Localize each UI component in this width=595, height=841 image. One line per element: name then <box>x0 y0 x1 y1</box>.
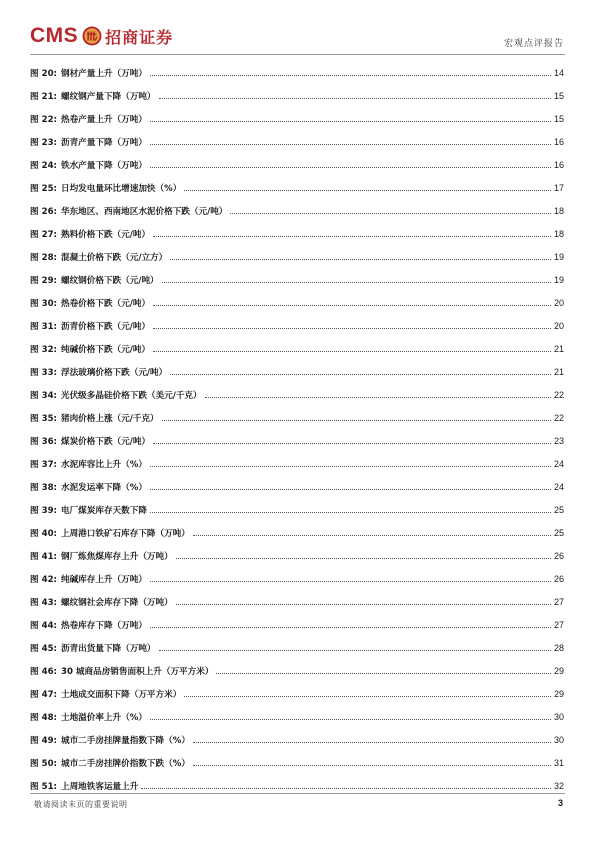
dot-leader <box>153 327 551 329</box>
figure-page-number: 16 <box>553 136 564 147</box>
dot-leader <box>150 718 551 720</box>
figure-title: 水泥发运率下降（%） <box>60 482 147 493</box>
figure-number: 图 43: <box>30 597 57 608</box>
figure-page-number: 16 <box>553 159 564 170</box>
figure-number: 图 51: <box>30 781 57 792</box>
figure-list-item[interactable] <box>30 452 564 475</box>
figure-number: 图 24: <box>30 160 57 171</box>
figure-page-number: 25 <box>553 504 564 515</box>
figure-list-item[interactable] <box>30 176 564 199</box>
figure-page-number: 31 <box>553 757 564 768</box>
figure-page-number: 18 <box>553 205 564 216</box>
figure-page-number: 21 <box>553 343 564 354</box>
figure-list-item[interactable] <box>30 199 564 222</box>
dot-leader <box>176 603 551 605</box>
figure-title: 沥青出货量下降（万吨） <box>60 643 156 654</box>
dot-leader <box>230 212 551 214</box>
figure-page-number: 24 <box>553 458 564 469</box>
figure-list-item[interactable] <box>30 107 564 130</box>
figure-page-number: 22 <box>553 412 564 423</box>
figure-page-number: 27 <box>553 596 564 607</box>
figure-title: 热卷库存下降（万吨） <box>60 620 147 631</box>
figure-list-item[interactable] <box>30 84 564 107</box>
figure-list-item[interactable] <box>30 659 564 682</box>
dot-leader <box>153 442 551 444</box>
figure-page-number: 17 <box>553 182 564 193</box>
figure-title: 钢厂炼焦煤库存上升（万吨） <box>60 551 173 562</box>
dot-leader <box>170 258 551 260</box>
dot-leader <box>150 465 551 467</box>
dot-leader <box>184 189 551 191</box>
dot-leader <box>193 764 551 766</box>
figure-title: 螺纹钢社会库存下降（万吨） <box>60 597 173 608</box>
header-divider <box>30 54 565 55</box>
dot-leader <box>159 649 551 651</box>
logo-emblem-icon <box>82 26 102 46</box>
figure-list-item[interactable] <box>30 636 564 659</box>
figure-title: 热卷价格下跌（元/吨） <box>60 298 151 309</box>
figure-number: 图 37: <box>30 459 57 470</box>
figure-title: 混凝土价格下跌（元/立方） <box>60 252 168 263</box>
figure-page-number: 29 <box>553 665 564 676</box>
figure-list-item[interactable] <box>30 429 564 452</box>
figure-list-item[interactable] <box>30 337 564 360</box>
figure-title: 铁水产量下降（万吨） <box>60 160 147 171</box>
figure-list-item[interactable] <box>30 705 564 728</box>
figure-number: 图 26: <box>30 206 57 217</box>
figure-page-number: 30 <box>553 711 564 722</box>
dot-leader <box>150 120 551 122</box>
figure-title: 猪肉价格上涨（元/千克） <box>60 413 159 424</box>
figure-number: 图 21: <box>30 91 57 102</box>
figure-page-number: 21 <box>553 366 564 377</box>
figure-list-item[interactable] <box>30 682 564 705</box>
page-header <box>0 0 595 56</box>
figure-number: 图 41: <box>30 551 57 562</box>
figure-title: 土地溢价率上升（%） <box>60 712 147 723</box>
dot-leader <box>162 419 551 421</box>
figure-number: 图 30: <box>30 298 57 309</box>
figure-list-item[interactable] <box>30 360 564 383</box>
figure-title: 螺纹钢价格下跌（元/吨） <box>60 275 159 286</box>
figure-list-item[interactable] <box>30 314 564 337</box>
figure-page-number: 15 <box>553 90 564 101</box>
dot-leader <box>150 626 551 628</box>
logo-chinese-name: 招商证券 <box>105 27 174 47</box>
figure-list-item[interactable] <box>30 774 564 797</box>
figure-page-number: 28 <box>553 642 564 653</box>
dot-leader <box>150 580 551 582</box>
figure-page-number: 27 <box>553 619 564 630</box>
dot-leader <box>141 787 551 789</box>
figure-list-item[interactable] <box>30 751 564 774</box>
figure-title: 煤炭价格下跌（元/吨） <box>60 436 151 447</box>
figure-number: 图 20: <box>30 68 57 79</box>
figure-title: 土地成交面积下降（万平方米） <box>60 689 182 700</box>
company-logo <box>30 22 173 50</box>
logo-cms-text: CMS <box>30 24 79 47</box>
figure-title: 城市二手房挂牌价指数下跌（%） <box>60 758 190 769</box>
figure-title: 水泥库容比上升（%） <box>60 459 147 470</box>
figure-list-item[interactable] <box>30 130 564 153</box>
figure-number: 图 27: <box>30 229 57 240</box>
dot-leader <box>184 695 551 697</box>
dot-leader <box>150 166 551 168</box>
figure-number: 图 35: <box>30 413 57 424</box>
figure-number: 图 23: <box>30 137 57 148</box>
figure-list-item[interactable] <box>30 613 564 636</box>
figure-title: 上周港口铁矿石库存下降（万吨） <box>60 528 190 539</box>
dot-leader <box>159 97 551 99</box>
figure-page-number: 25 <box>553 527 564 538</box>
dot-leader <box>193 534 551 536</box>
page-number: 3 <box>557 798 563 808</box>
dot-leader <box>216 672 551 674</box>
figure-number: 图 46: <box>30 666 57 677</box>
figure-title: 纯碱价格下跌（元/吨） <box>60 344 151 355</box>
figure-number: 图 45: <box>30 643 57 654</box>
dot-leader <box>205 396 551 398</box>
figure-page-number: 32 <box>553 780 564 791</box>
dot-leader <box>153 235 551 237</box>
figure-page-number: 24 <box>553 481 564 492</box>
figure-number: 图 25: <box>30 183 57 194</box>
dot-leader <box>176 557 551 559</box>
figure-page-number: 30 <box>553 734 564 745</box>
figure-number: 图 42: <box>30 574 57 585</box>
figure-title: 日均发电量环比增速加快（%） <box>60 183 182 194</box>
figure-number: 图 34: <box>30 390 57 401</box>
figure-number: 图 29: <box>30 275 57 286</box>
footer-divider <box>30 793 565 794</box>
figure-number: 图 47: <box>30 689 57 700</box>
figure-number: 图 28: <box>30 252 57 263</box>
dot-leader <box>153 304 551 306</box>
figure-title: 热卷产量上升（万吨） <box>60 114 147 125</box>
figure-number: 图 38: <box>30 482 57 493</box>
figure-title: 浮法玻璃价格下跌（元/吨） <box>60 367 168 378</box>
figure-list-item[interactable] <box>30 475 564 498</box>
figure-list-item[interactable] <box>30 61 564 84</box>
figure-title: 上周地铁客运量上升 <box>60 781 139 792</box>
figure-list-item[interactable] <box>30 521 564 544</box>
figure-page-number: 19 <box>553 251 564 262</box>
figure-number: 图 36: <box>30 436 57 447</box>
figure-page-number: 26 <box>553 573 564 584</box>
figure-list-item[interactable] <box>30 245 564 268</box>
figure-title: 熟料价格下跌（元/吨） <box>60 229 151 240</box>
figure-list-item[interactable] <box>30 383 564 406</box>
figure-title: 沥青产量下降（万吨） <box>60 137 147 148</box>
dot-leader <box>150 511 551 513</box>
figure-title: 光伏级多晶硅价格下跌（美元/千克） <box>60 390 202 401</box>
dot-leader <box>150 488 551 490</box>
figure-number: 图 31: <box>30 321 57 332</box>
figure-title: 城市二手房挂牌量指数下降（%） <box>60 735 190 746</box>
dot-leader <box>150 143 551 145</box>
figure-list-item[interactable] <box>30 153 564 176</box>
figure-number: 图 33: <box>30 367 57 378</box>
figure-page-number: 23 <box>553 435 564 446</box>
figure-list-item[interactable] <box>30 567 564 590</box>
figure-page-number: 19 <box>553 274 564 285</box>
figure-page-number: 15 <box>553 113 564 124</box>
figure-number: 图 49: <box>30 735 57 746</box>
figure-page-number: 29 <box>553 688 564 699</box>
dot-leader <box>162 281 551 283</box>
figure-number: 图 48: <box>30 712 57 723</box>
figure-list-item[interactable] <box>30 544 564 567</box>
figure-page-number: 20 <box>553 297 564 308</box>
figure-title: 钢材产量上升（万吨） <box>60 68 147 79</box>
figure-list-item[interactable] <box>30 728 564 751</box>
figure-page-number: 22 <box>553 389 564 400</box>
figure-title: 螺纹钢产量下降（万吨） <box>60 91 156 102</box>
figure-number: 图 39: <box>30 505 57 516</box>
figure-list-item[interactable] <box>30 498 564 521</box>
figure-number: 图 32: <box>30 344 57 355</box>
figure-title: 电厂煤炭库存天数下降 <box>60 505 147 516</box>
dot-leader <box>193 741 551 743</box>
figure-page-number: 26 <box>553 550 564 561</box>
figure-title: 纯碱库存上升（万吨） <box>60 574 147 585</box>
figure-number: 图 44: <box>30 620 57 631</box>
footer-disclaimer: 敬请阅读末页的重要说明 <box>34 800 128 809</box>
figure-page-number: 14 <box>553 67 564 78</box>
figure-title: 华东地区、西南地区水泥价格下跌（元/吨） <box>60 206 228 217</box>
figure-number: 图 22: <box>30 114 57 125</box>
figure-title: 沥青价格下跌（元/吨） <box>60 321 151 332</box>
dot-leader <box>150 74 551 76</box>
figure-page-number: 20 <box>553 320 564 331</box>
figure-list-item[interactable] <box>30 222 564 245</box>
figure-title: 30 城商品房销售面积上升（万平方米） <box>60 666 214 677</box>
figure-list-item[interactable] <box>30 268 564 291</box>
figure-list <box>30 61 564 798</box>
report-type-label: 宏观点评报告 <box>503 39 564 49</box>
figure-list-item[interactable] <box>30 291 564 314</box>
figure-list-item[interactable] <box>30 590 564 613</box>
figure-number: 图 50: <box>30 758 57 769</box>
figure-list-item[interactable] <box>30 406 564 429</box>
dot-leader <box>170 373 551 375</box>
figure-page-number: 18 <box>553 228 564 239</box>
dot-leader <box>153 350 551 352</box>
figure-number: 图 40: <box>30 528 57 539</box>
